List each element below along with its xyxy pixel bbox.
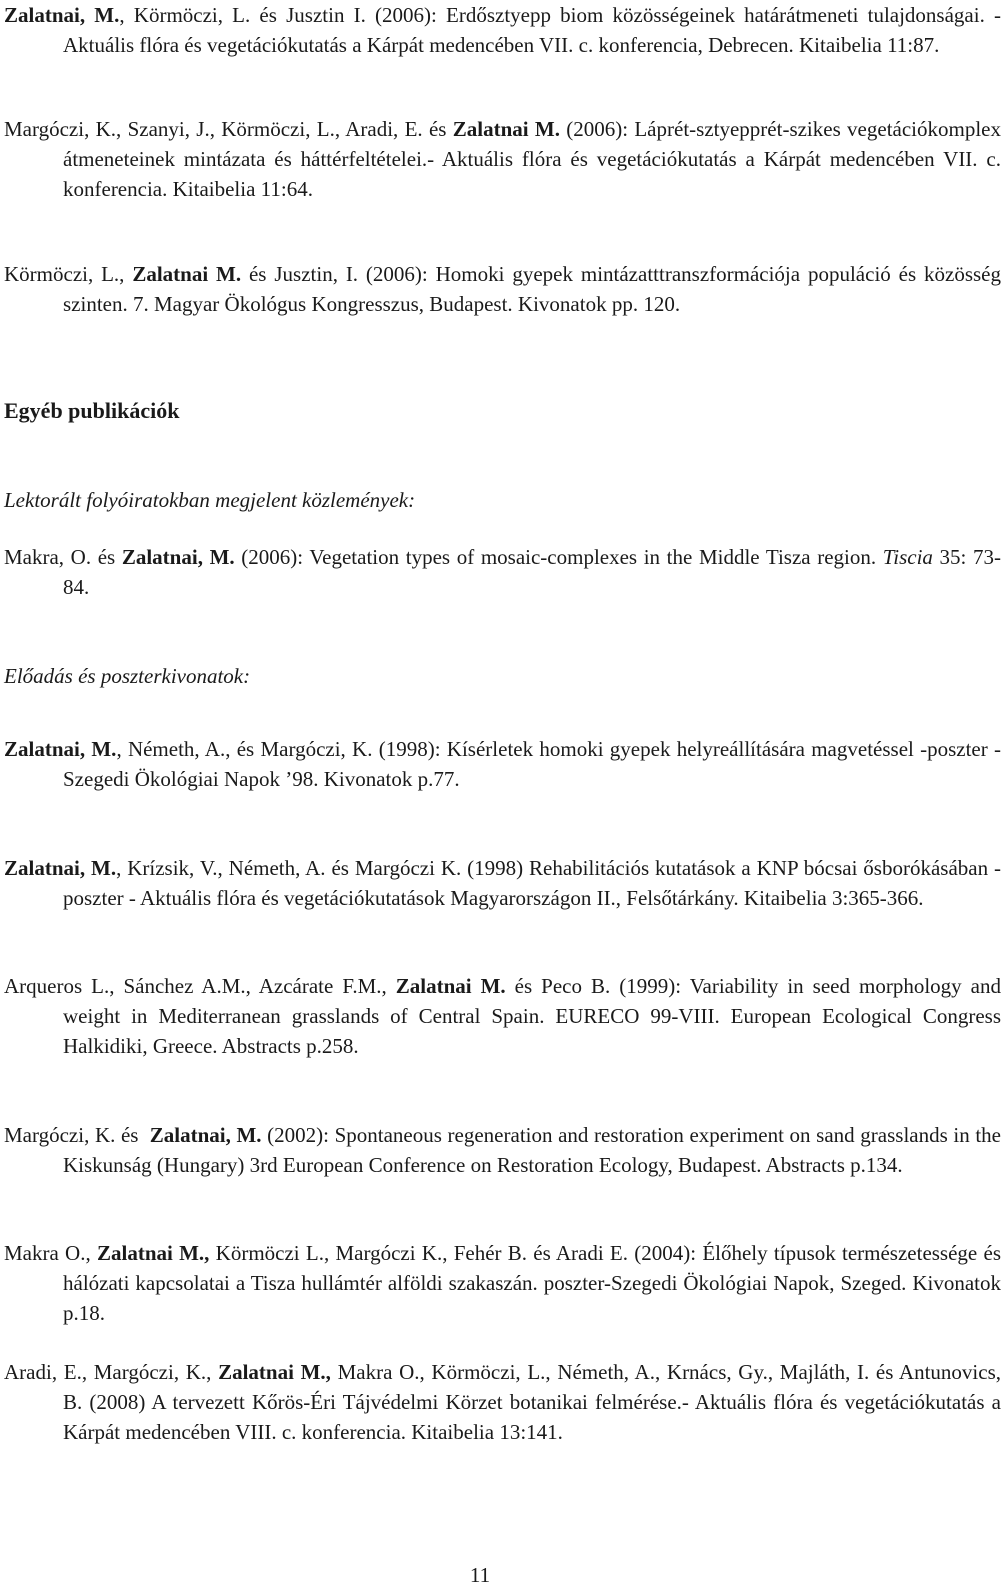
entry-authors-pre: Margóczi, K. és	[4, 1123, 150, 1147]
entry-text: , Németh, A., és Margóczi, K. (1998): Kísérletek homoki gyepek helyreállítására magvetéssel -poszter - Szegedi Ökológiai Napok ’98. Kivonatok p.77.	[63, 737, 1001, 791]
journal-name: Tiscia	[882, 545, 933, 569]
entry-text: és Jusztin, I. (2006): Homoki gyepek mintázatttranszformációja populáció és közösség szinten. 7. Magyar Ökológus Kongresszus, Budapest. Kivonatok pp. 120.	[63, 262, 1001, 316]
publication-entry	[4, 1357, 1001, 1447]
publication-entry	[4, 853, 1001, 913]
subsection-peer-reviewed: Lektorált folyóiratokban megjelent közlemények:	[4, 488, 416, 512]
entry-text: , Krízsik, V., Németh, A. és Margóczi K. (1998) Rehabilitációs kutatások a KNP bócsai ősborókásában - poszter - Aktuális flóra és vegetációkutatások Magyarországon II., Felsőtárkány. Kitaibelia 3:365-366.	[63, 856, 1001, 910]
section-heading-other-publications: Egyéb publikációk	[4, 398, 180, 423]
entry-text: és Peco B. (1999): Variability in seed morphology and weight in Mediterranean grasslands of Central Spain. EURECO 99-VIII. European Ecological Congress Halkidiki, Greece. Abstracts p.258.	[63, 974, 1001, 1058]
entry-authors-pre: Aradi, E., Margóczi, K.,	[4, 1360, 219, 1384]
publication-entry	[4, 1238, 1001, 1328]
subsection-talks-posters: Előadás és poszterkivonatok:	[4, 664, 251, 688]
entry-text: , Körmöczi, L. és Jusztin I. (2006): Erdősztyepp biom közösségeinek határátmeneti tulajdonságai. - Aktuális flóra és vegetációkutatás a Kárpát medencében VII. c. konferencia, Debrecen. Kitaibelia 11:87.	[63, 3, 1001, 57]
entry-authors-pre: Arqueros L., Sánchez A.M., Azcárate F.M.,	[4, 974, 396, 998]
author-highlight: Zalatnai M.,	[218, 1360, 331, 1384]
publication-entry	[4, 971, 1001, 1061]
page-number: 11	[469, 1563, 491, 1587]
publication-entry	[4, 1120, 1001, 1180]
publication-entry	[4, 542, 1001, 602]
author-highlight: Zalatnai M.	[452, 117, 560, 141]
entry-citation: 35: 73-84.	[63, 545, 1001, 599]
publication-entry	[4, 259, 1001, 319]
entry-authors-pre: Körmöczi, L.,	[4, 262, 133, 286]
entry-text: Körmöczi L., Margóczi K., Fehér B. és Aradi E. (2004): Élőhely típusok természetessége és hálózati kapcsolatai a Tisza hullámtér alföldi szakaszán. poszter-Szegedi Ökológiai Napok, Szeged. Kivonatok p.18.	[63, 1241, 1001, 1325]
author-highlight: Zalatnai M.	[132, 262, 242, 286]
author-highlight: Zalatnai, M.	[4, 3, 120, 27]
author-highlight: Zalatnai M.	[395, 974, 506, 998]
entry-text: (2006): Láprét-sztyepprét-szikes vegetációkomplex átmeneteinek mintázata és háttérfeltételei.- Aktuális flóra és vegetációkutatás a Kárpát medencében VII. c. konferencia. Kitaibelia 11:64.	[63, 117, 1001, 201]
entry-authors-pre: Makra, O. és	[4, 545, 122, 569]
author-highlight: Zalatnai, M.	[121, 545, 235, 569]
author-highlight: Zalatnai, M.	[149, 1123, 262, 1147]
publication-entry	[4, 114, 1001, 204]
entry-text: (2006): Vegetation types of mosaic-complexes in the Middle Tisza region.	[234, 545, 883, 569]
entry-text: Makra O., Körmöczi, L., Németh, A., Krnács, Gy., Majláth, I. és Antunovics, B. (2008) A tervezett Kőrös-Éri Tájvédelmi Körzet botanikai felmérése.- Aktuális flóra és vegetációkutatás a Kárpát medencében VIII. c. konferencia. Kitaibelia 13:141.	[63, 1360, 1001, 1444]
author-highlight: Zalatnai M.,	[96, 1241, 210, 1265]
publication-entry	[4, 734, 1001, 794]
entry-authors-pre: Makra O.,	[4, 1241, 97, 1265]
publication-entry	[4, 0, 1001, 60]
entry-text: (2002): Spontaneous regeneration and restoration experiment on sand grasslands in the Kiskunság (Hungary) 3rd European Conference on Restoration Ecology, Budapest. Abstracts p.134.	[63, 1123, 1001, 1177]
entry-authors-pre: Margóczi, K., Szanyi, J., Körmöczi, L., Aradi, E. és	[4, 117, 453, 141]
author-highlight: Zalatnai, M.	[4, 856, 117, 880]
author-highlight: Zalatnai, M.	[4, 737, 117, 761]
